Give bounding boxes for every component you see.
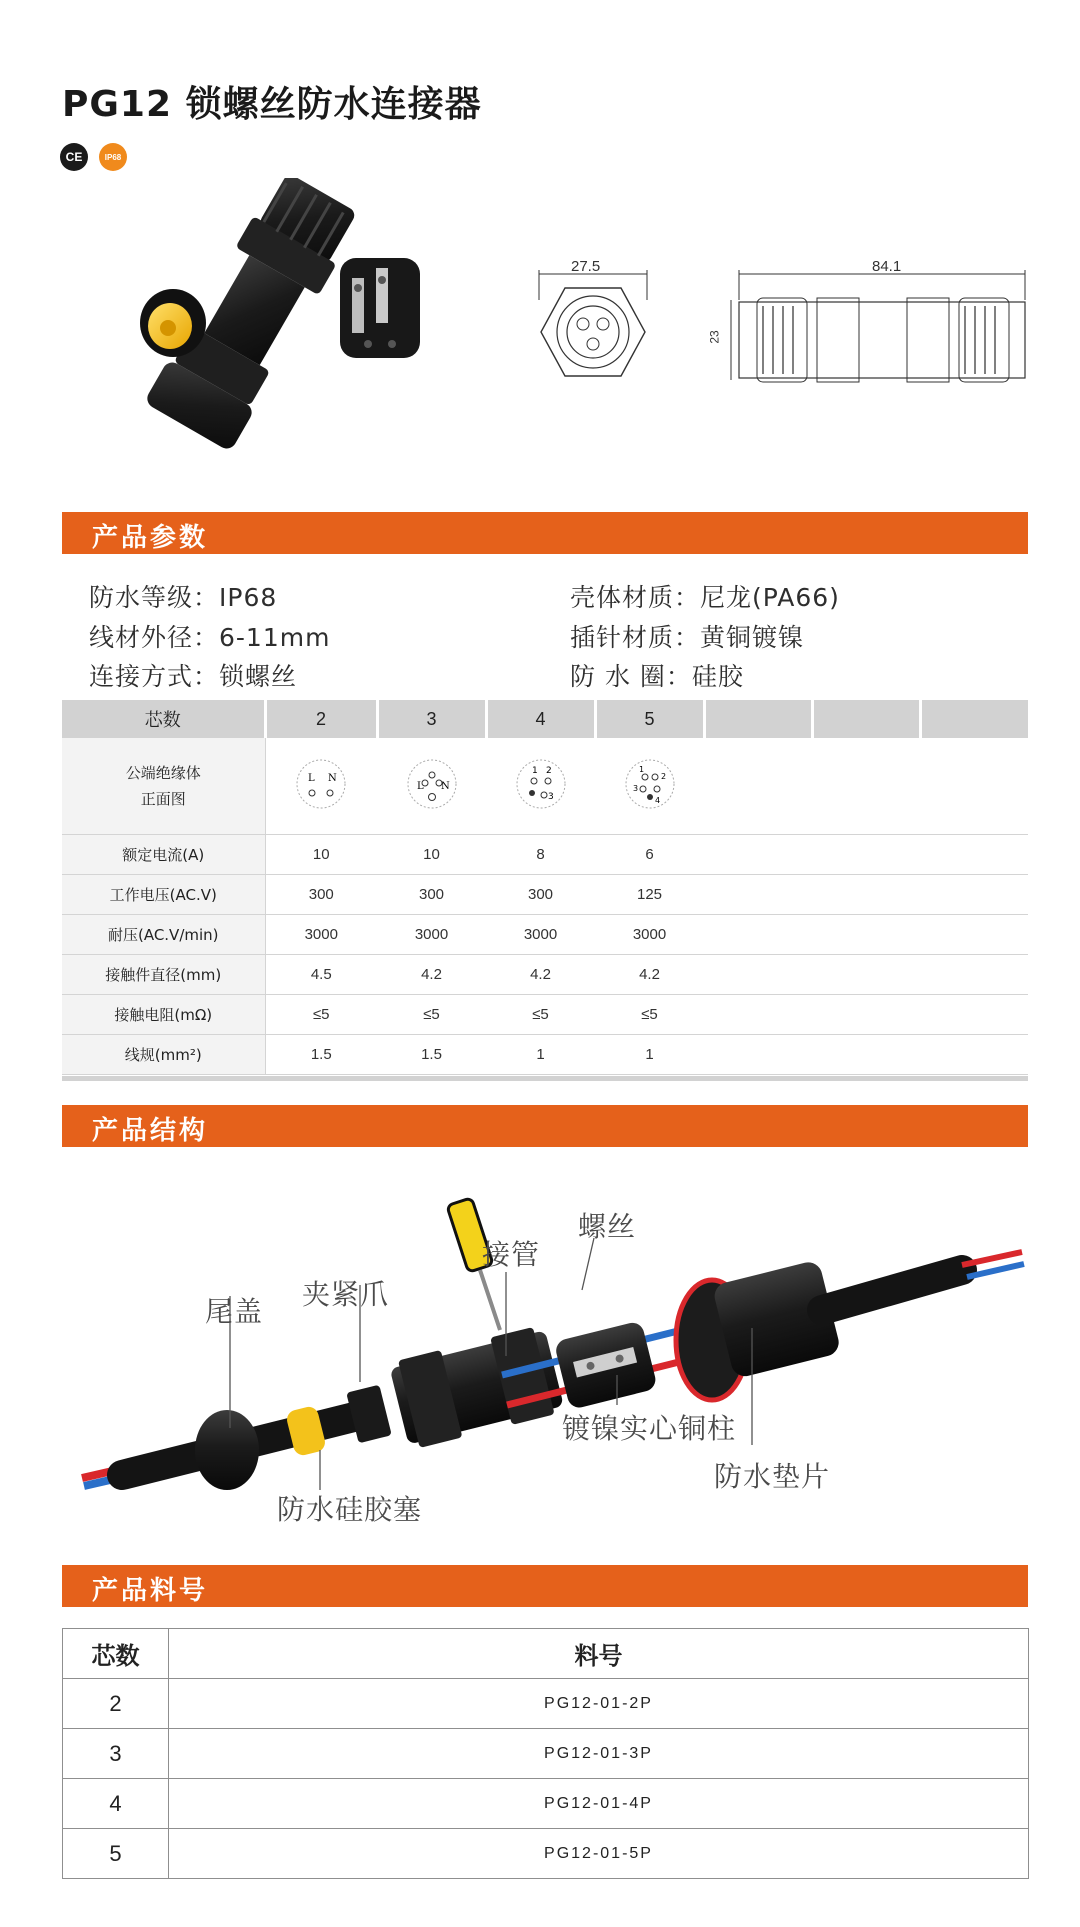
page-title: PG12 锁螺丝防水连接器: [62, 84, 482, 125]
section-params-title: 产品参数: [92, 523, 209, 553]
spec-empty-cell: [812, 834, 920, 874]
spec-value-cell: 3000: [265, 914, 377, 954]
spec-empty-cell: [704, 738, 812, 834]
spec-row: [62, 914, 1028, 954]
spec-header-cell: [812, 700, 920, 738]
spec-empty-cell: [920, 738, 1028, 834]
svg-text:1: 1: [531, 765, 538, 776]
section-parts-bar: [62, 1565, 1028, 1607]
face-label-line2: 正面图: [140, 789, 186, 808]
svg-text:2: 2: [545, 765, 552, 776]
svg-text:3: 3: [632, 783, 638, 793]
svg-text:N: N: [440, 780, 450, 792]
ce-mark-icon: CE: [60, 143, 88, 171]
svg-text:4: 4: [654, 795, 660, 805]
spec-row: [62, 874, 1028, 914]
spec-empty-cell: [704, 954, 812, 994]
spec-value-cell: 3000: [377, 914, 486, 954]
coupler-part: [388, 1324, 565, 1450]
spec-value-cell: 1: [595, 1034, 704, 1074]
parts-number-cell: PG12-01-2P: [169, 1679, 1029, 1729]
spec-empty-cell: [812, 874, 920, 914]
label-clamp: 夹紧爪: [302, 1278, 390, 1311]
svg-text:L: L: [416, 780, 424, 792]
spec-header-row: [62, 700, 1028, 738]
spec-empty-cell: [812, 1034, 920, 1074]
spec-value-cell: 125: [595, 874, 704, 914]
parts-row: [63, 1829, 1029, 1879]
product-photo: [140, 178, 460, 468]
spec-header-cell: [704, 700, 812, 738]
parts-header-cores: 芯数: [63, 1629, 169, 1679]
face-2pin: [265, 738, 377, 834]
svg-text:2: 2: [660, 771, 666, 781]
spec-header-cell: [920, 700, 1028, 738]
spec-empty-cell: [920, 914, 1028, 954]
spec-value-cell: 1.5: [377, 1034, 486, 1074]
spec-value-cell: 10: [377, 834, 486, 874]
parts-cores-cell: 3: [63, 1729, 169, 1779]
svg-text:N: N: [328, 772, 337, 784]
face-label-line1: 公端绝缘体: [125, 763, 201, 782]
face-3pin-diagram: [405, 757, 459, 811]
spec-value-cell: ≤5: [595, 994, 704, 1034]
face-2pin-diagram: [294, 757, 348, 811]
spec-row-label: 线规(mm²): [62, 1034, 265, 1074]
section-parts-title: 产品料号: [92, 1576, 209, 1606]
parts-cores-cell: 2: [63, 1679, 169, 1729]
spec-face-row: [62, 738, 1028, 834]
spec-value-cell: 300: [265, 874, 377, 914]
spec-header-cell: 4: [486, 700, 595, 738]
label-coupler: 接管: [482, 1238, 541, 1271]
ip68-badge-icon: IP68: [99, 143, 127, 171]
spec-empty-cell: [812, 954, 920, 994]
spec-row-label: 工作电压(AC.V): [62, 874, 265, 914]
parts-row: [63, 1679, 1029, 1729]
spec-value-cell: 300: [377, 874, 486, 914]
section-structure-title: 产品结构: [92, 1116, 209, 1146]
svg-text:L: L: [308, 772, 315, 784]
spec-row: [62, 1034, 1028, 1074]
spec-header-cell: 5: [595, 700, 704, 738]
spec-header-cell: 芯数: [62, 700, 265, 738]
label-screw: 螺丝: [578, 1210, 637, 1243]
parts-number-cell: PG12-01-4P: [169, 1779, 1029, 1829]
param-waterproof: 防水等级：IP68: [89, 583, 278, 612]
parts-number-cell: PG12-01-3P: [169, 1729, 1029, 1779]
spec-value-cell: 10: [265, 834, 377, 874]
spec-table-bottom-rule: [62, 1076, 1028, 1081]
svg-text:3: 3: [547, 791, 554, 802]
spec-value-cell: 300: [486, 874, 595, 914]
side-height-dim: 23: [707, 330, 722, 344]
front-width-dim: 27.5: [571, 258, 601, 275]
spec-value-cell: 4.2: [377, 954, 486, 994]
spec-value-cell: 8: [486, 834, 595, 874]
spec-empty-cell: [704, 994, 812, 1034]
spec-empty-cell: [704, 914, 812, 954]
spec-value-cell: 4.2: [486, 954, 595, 994]
section-params-bar: [62, 512, 1028, 554]
spec-row-label: 耐压(AC.V/min): [62, 914, 265, 954]
face-4pin: [486, 738, 595, 834]
spec-value-cell: 4.5: [265, 954, 377, 994]
spec-row: [62, 954, 1028, 994]
spec-empty-cell: [920, 834, 1028, 874]
part-number-table: [62, 1628, 1029, 1879]
param-cable-od: 线材外径：6-11mm: [89, 623, 331, 652]
label-gasket: 防水垫片: [714, 1460, 831, 1493]
spec-header-cell: 2: [265, 700, 377, 738]
spec-empty-cell: [704, 834, 812, 874]
spec-row: [62, 994, 1028, 1034]
front-view-drawing: [537, 270, 649, 390]
spec-value-cell: ≤5: [486, 994, 595, 1034]
spec-value-cell: 1.5: [265, 1034, 377, 1074]
face-label-cell: [62, 738, 265, 834]
spec-empty-cell: [812, 738, 920, 834]
spec-row: [62, 834, 1028, 874]
spec-value-cell: 4.2: [595, 954, 704, 994]
param-pin-material: 插针材质：黄铜镀镍: [570, 623, 805, 652]
parts-cores-cell: 4: [63, 1779, 169, 1829]
structure-exploded-diagram: [62, 1160, 1028, 1530]
label-end-cap: 尾盖: [205, 1295, 264, 1328]
side-length-dim: 84.1: [872, 258, 902, 275]
copper-post-part: [554, 1320, 658, 1410]
spec-value-cell: ≤5: [377, 994, 486, 1034]
spec-value-cell: 3000: [595, 914, 704, 954]
section-structure-bar: [62, 1105, 1028, 1147]
side-view-drawing: [725, 270, 1035, 390]
spec-row-label: 接触件直径(mm): [62, 954, 265, 994]
spec-row-label: 额定电流(A): [62, 834, 265, 874]
parts-cores-cell: 5: [63, 1829, 169, 1879]
spec-value-cell: 6: [595, 834, 704, 874]
parts-row: [63, 1729, 1029, 1779]
parts-header-row: [63, 1629, 1029, 1679]
face-4pin-diagram: [514, 757, 568, 811]
spec-empty-cell: [812, 914, 920, 954]
spec-header-cell: 3: [377, 700, 486, 738]
svg-text:1: 1: [638, 764, 644, 774]
face-5pin: [595, 738, 704, 834]
spec-empty-cell: [920, 994, 1028, 1034]
spec-empty-cell: [812, 994, 920, 1034]
spec-value-cell: ≤5: [265, 994, 377, 1034]
param-seal: 防 水 圈：硅胶: [570, 662, 744, 691]
end-cap-part: [195, 1410, 259, 1490]
spec-row-label: 接触电阻(mΩ): [62, 994, 265, 1034]
spec-empty-cell: [920, 1034, 1028, 1074]
spec-empty-cell: [920, 954, 1028, 994]
spec-empty-cell: [704, 874, 812, 914]
parts-header-part: 料号: [169, 1629, 1029, 1679]
parts-row: [63, 1779, 1029, 1829]
spec-table: [62, 700, 1028, 1075]
spec-empty-cell: [920, 874, 1028, 914]
face-3pin: [377, 738, 486, 834]
spec-value-cell: 3000: [486, 914, 595, 954]
face-5pin-diagram: [623, 757, 677, 811]
label-copper-post: 镀镍实心铜柱: [562, 1412, 737, 1445]
spec-empty-cell: [704, 1034, 812, 1074]
label-seal-plug: 防水硅胶塞: [277, 1493, 423, 1526]
spec-value-cell: 1: [486, 1034, 595, 1074]
param-connection: 连接方式：锁螺丝: [89, 662, 298, 691]
parts-number-cell: PG12-01-5P: [169, 1829, 1029, 1879]
param-housing: 壳体材质：尼龙(PA66): [570, 583, 840, 612]
